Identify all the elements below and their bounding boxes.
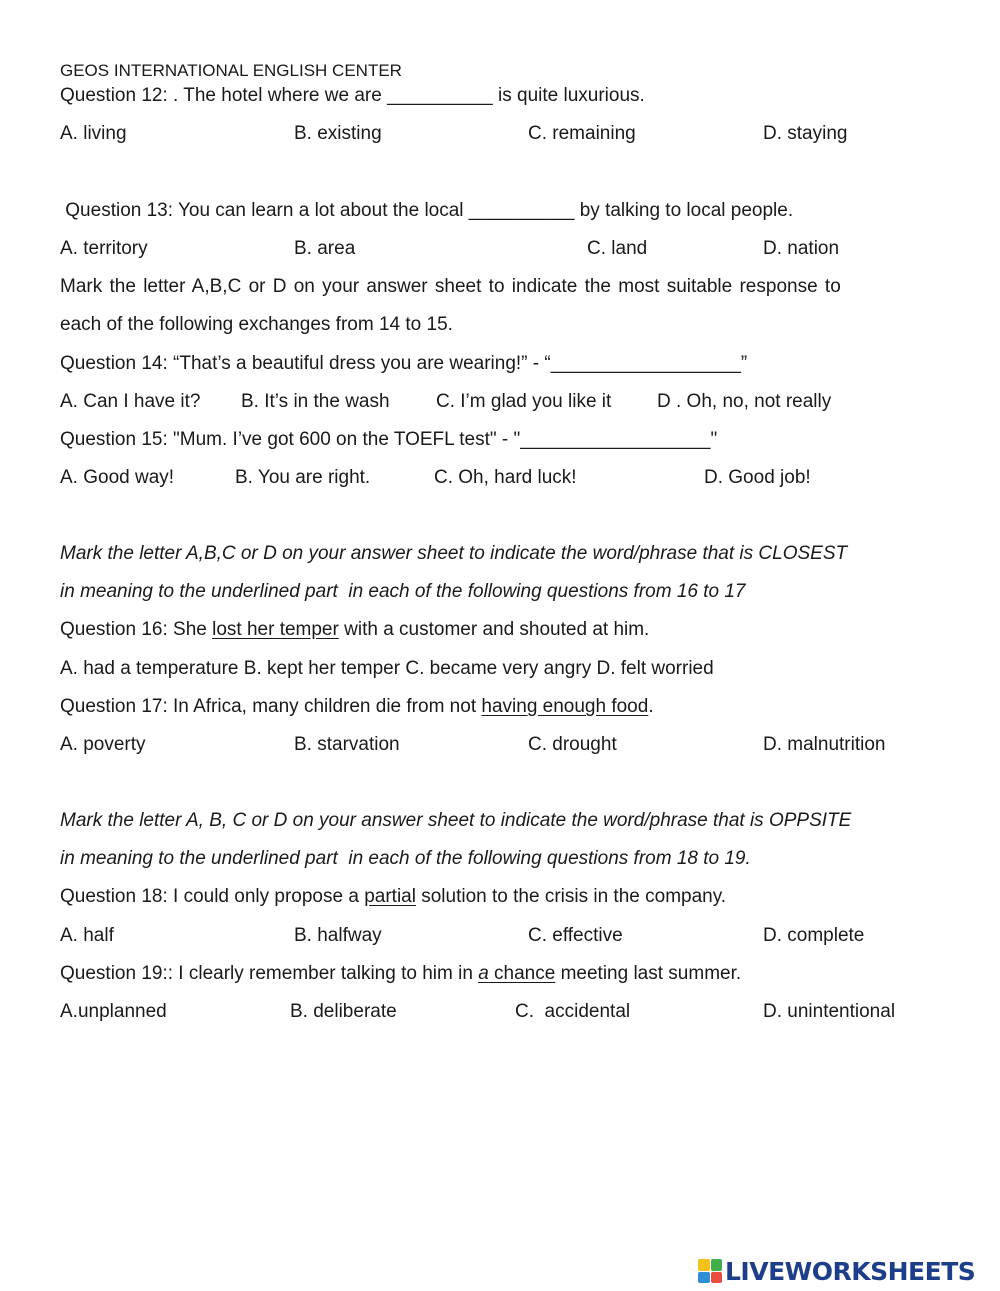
q15-option-d: D. Good job! [704,467,811,488]
q19-option-a: A.unplanned [60,1001,167,1022]
q18-prefix: Question 18: I could only propose a [60,886,365,907]
question-14: Question 14: “That’s a beautiful dress you are wearing!” - “__________________” [60,353,748,374]
q18-option-b: B. halfway [294,925,382,946]
q17-option-d: D. malnutrition [763,734,886,755]
q17-option-a: A. poverty [60,734,146,755]
q19-prefix: Question 19:: I clearly remember talking to him in [60,963,479,984]
liveworksheets-logo-icon [698,1259,722,1283]
question-12: Question 12: . The hotel where we are __________ is quite luxurious. [60,85,645,106]
instruction-16-17-line1: Mark the letter A,B,C or D on your answer sheet to indicate the word/phrase that is CLOSEST [60,543,848,564]
q13-option-a: A. territory [60,238,148,259]
question-15: Question 15: "Mum. I’ve got 600 on the TOEFL test" - "__________________" [60,429,718,450]
q16-prefix: Question 16: She [60,619,213,640]
q17-underlined-phrase: having enough food [481,696,649,717]
question-17 [60,695,654,719]
q14-option-a: A. Can I have it? [60,391,201,412]
q12-option-c: C. remaining [528,123,636,144]
q17-suffix: . [648,696,654,717]
question-16 [60,618,649,642]
q12-option-a: A. living [60,123,127,144]
instruction-18-19-line2: in meaning to the underlined part in each of the following questions from 18 to 19. [60,848,751,869]
q14-option-c: C. I’m glad you like it [436,391,612,412]
q17-option-c: C. drought [528,734,617,755]
q15-option-a: A. Good way! [60,467,175,488]
instruction-18-19-line1: Mark the letter A, B, C or D on your answer sheet to indicate the word/phrase that is OPPSITE [60,810,852,831]
instruction-14-15-line1: Mark the letter A,B,C or D on your answer sheet to indicate the most suitable response to [60,276,841,297]
q19-underlined-word: chance [488,963,556,984]
q13-option-d: D. nation [763,238,840,259]
logo-square-4 [711,1272,723,1284]
instruction-14-15-line2: each of the following exchanges from 14 to 15. [60,314,453,335]
q12-option-b: B. existing [294,123,382,144]
q18-underlined-word: partial [364,886,416,907]
liveworksheets-logo [698,1256,975,1286]
q15-option-c: C. Oh, hard luck! [434,467,577,488]
q19-option-c: C. accidental [515,1001,631,1022]
logo-square-2 [711,1259,723,1271]
q12-option-d: D. staying [763,123,848,144]
q17-option-b: B. starvation [294,734,400,755]
q18-option-c: C. effective [528,925,623,946]
q19-suffix: meeting last summer. [555,963,742,984]
q17-prefix: Question 17: In Africa, many children die from not [60,696,482,717]
question-19 [60,962,741,986]
q13-option-c: C. land [587,238,648,259]
q14-option-d: D . Oh, no, not really [657,391,832,412]
logo-square-1 [698,1259,710,1271]
q18-option-a: A. half [60,925,114,946]
q15-option-b: B. You are right. [235,467,371,488]
question-13: Question 13: You can learn a lot about the local __________ by talking to local people. [60,200,794,221]
instruction-16-17-line2: in meaning to the underlined part in each of the following questions from 16 to 17 [60,581,746,602]
logo-square-3 [698,1272,710,1284]
q16-options: A. had a temperature B. kept her temper C. became very angry D. felt worried [60,658,714,679]
q13-option-b: B. area [294,238,356,259]
page-header: GEOS INTERNATIONAL ENGLISH CENTER [60,61,402,80]
q16-suffix: with a customer and shouted at him. [338,619,650,640]
question-18 [60,885,726,909]
q18-option-d: D. complete [763,925,865,946]
q16-underlined-phrase: lost her temper [212,619,339,640]
q19-option-b: B. deliberate [290,1001,397,1022]
liveworksheets-logo-text: LIVEWORKSHEETS [725,1256,976,1286]
q14-option-b: B. It’s in the wash [241,391,390,412]
q18-suffix: solution to the crisis in the company. [415,886,727,907]
q19-option-d: D. unintentional [763,1001,896,1022]
q19-underlined-article: a [478,963,489,984]
